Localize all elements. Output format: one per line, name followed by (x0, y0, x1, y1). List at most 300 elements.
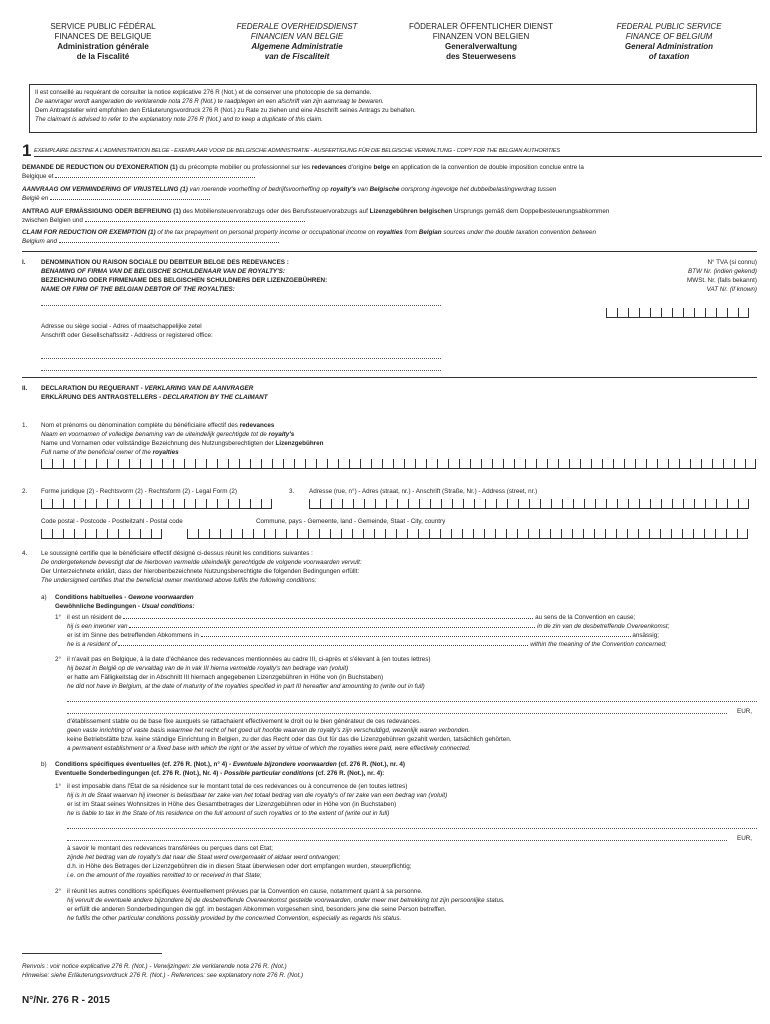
copy-text: EXEMPLAIRE DESTINE A L'ADMINISTRATION BELGE - EXEMPLAAR VOOR DE BELGISCHE ADMINISTRATIE - AUSFERTIGUNG FÜR DIE BELGISCHE VERWALTUNG - COPY FOR THE BELGIAN AUTHORITIES (34, 148, 561, 154)
char-box[interactable] (228, 459, 239, 469)
item1-fr-b: redevances (239, 422, 275, 429)
char-box[interactable] (242, 529, 253, 539)
header-en-line4: of taxation (648, 52, 690, 61)
char-box[interactable] (693, 529, 704, 539)
char-box[interactable] (96, 499, 107, 509)
char-box[interactable] (151, 499, 162, 509)
char-box[interactable] (628, 308, 639, 318)
residence-field-nl[interactable] (129, 623, 535, 628)
char-box[interactable] (360, 459, 371, 469)
char-box[interactable] (694, 308, 705, 318)
char-box[interactable] (517, 529, 528, 539)
header-nl (212, 22, 382, 62)
char-box[interactable] (661, 499, 672, 509)
char-box[interactable] (547, 459, 558, 469)
char-box[interactable] (712, 459, 723, 469)
char-box[interactable] (85, 459, 96, 469)
section1-nl: BENAMING OF FIRMA VAN DE BELGISCHE SCHULDENAAR VAN DE ROYALTY'S: (41, 268, 285, 276)
char-box[interactable] (173, 499, 184, 509)
char-box[interactable] (715, 529, 726, 539)
char-box[interactable] (583, 529, 594, 539)
char-box[interactable] (275, 529, 286, 539)
char-box[interactable] (734, 459, 745, 469)
char-box[interactable] (668, 459, 679, 469)
item1-labels (41, 421, 323, 458)
char-box[interactable] (374, 529, 385, 539)
char-box[interactable] (639, 499, 650, 509)
title-de (22, 207, 756, 225)
char-box[interactable] (452, 499, 463, 509)
char-box[interactable] (206, 499, 217, 509)
char-box[interactable] (638, 529, 649, 539)
char-box[interactable] (140, 499, 151, 509)
title-nl-e: Belgische (369, 186, 400, 193)
char-box[interactable] (187, 529, 198, 539)
char-box[interactable] (286, 529, 297, 539)
taxable-amount-field-2[interactable] (67, 840, 727, 841)
title-de-d: Ursprungs gemäß dem Doppelbesteuerungsabkommen (452, 208, 610, 215)
char-box[interactable] (525, 459, 536, 469)
b1b-lines (67, 844, 757, 881)
char-box[interactable] (198, 529, 209, 539)
vat-en: VAT Nr. (if known) (706, 286, 757, 294)
char-box[interactable] (727, 499, 738, 509)
char-box[interactable] (738, 499, 749, 509)
char-box[interactable] (613, 459, 624, 469)
char-box[interactable] (595, 499, 606, 509)
char-box[interactable] (737, 529, 748, 539)
char-box[interactable] (353, 499, 364, 509)
char-box[interactable] (272, 459, 283, 469)
char-box[interactable] (404, 459, 415, 469)
char-box[interactable] (492, 459, 503, 469)
char-box[interactable] (558, 459, 569, 469)
a2-fr: il n'avait pas en Belgique, à la date d'échéance des redevances mentionnées au cadre III, ci-après et s'élevant à (en toutes lettres) (67, 656, 431, 663)
char-box[interactable] (386, 499, 397, 509)
country-field-de[interactable] (85, 217, 305, 222)
amount-words-field-1[interactable] (67, 701, 757, 702)
char-box[interactable] (309, 499, 320, 509)
char-box[interactable] (594, 529, 605, 539)
char-box[interactable] (364, 499, 375, 509)
eur-label-1: EUR, (737, 708, 753, 715)
b2-num: 2° (55, 888, 62, 895)
country-field-nl[interactable] (50, 195, 210, 200)
vat-de: MWSt. Nr. (falls bekannt) (687, 277, 757, 285)
title-nl-g: België en (22, 195, 49, 203)
char-box[interactable] (74, 529, 85, 539)
a1-fr: il est un résident de (67, 614, 122, 621)
char-box[interactable] (319, 529, 330, 539)
char-box[interactable] (118, 459, 129, 469)
b2-en: he fulfils the other particular conditions possibly provided by the concerned Convention, especially as regards his status. (67, 915, 402, 923)
char-box[interactable] (429, 529, 440, 539)
a2-lines (67, 655, 757, 692)
vat-number-boxes[interactable] (606, 308, 749, 318)
char-box[interactable] (341, 529, 352, 539)
char-box[interactable] (705, 308, 716, 318)
vat-nl: BTW Nr. (indien gekend) (687, 268, 757, 276)
header-fr-line4: de la Fiscalité (76, 52, 130, 61)
char-box[interactable] (297, 529, 308, 539)
char-box[interactable] (727, 308, 738, 318)
char-box[interactable] (572, 529, 583, 539)
char-box[interactable] (672, 308, 683, 318)
char-box[interactable] (430, 499, 441, 509)
residence-field-en[interactable] (118, 641, 528, 646)
a1-en-end: within the meaning of the Convention concerned; (530, 641, 667, 649)
char-box[interactable] (650, 499, 661, 509)
char-box[interactable] (250, 499, 261, 509)
char-box[interactable] (173, 459, 184, 469)
char-box[interactable] (385, 529, 396, 539)
char-box[interactable] (52, 499, 63, 509)
char-box[interactable] (671, 529, 682, 539)
a2-en: he did not have in Belgium, at the date of maturity of the royalties specified in part III hereafter and amounting to (write out in full) (67, 683, 425, 691)
char-box[interactable] (41, 499, 52, 509)
char-box[interactable] (129, 459, 140, 469)
section1-fr: DENOMINATION OU RAISON SOCIALE DU DEBITEUR BELGE DES REDEVANCES : (41, 259, 289, 266)
notice-en: The claimant is advised to refer to the explanatory note 276 R (Not.) and to keep a duplicate of this claim. (35, 115, 323, 123)
char-box[interactable] (463, 499, 474, 509)
residence-field-de[interactable] (201, 632, 631, 637)
section1-en: NAME OR FIRM OF THE BELGIAN DEBTOR OF THE ROYALTIES: (41, 286, 235, 294)
char-box[interactable] (562, 499, 573, 509)
char-box[interactable] (701, 459, 712, 469)
copy-banner (22, 142, 762, 158)
a1-de-end: ansässig; (632, 632, 659, 640)
residence-field-fr[interactable] (123, 614, 533, 619)
char-box[interactable] (85, 499, 96, 509)
char-box[interactable] (561, 529, 572, 539)
b1b-en: i.e. on the amount of the royalties remitted to or received in that State; (67, 872, 262, 880)
char-box[interactable] (342, 499, 353, 509)
char-box[interactable] (184, 459, 195, 469)
char-box[interactable] (331, 499, 342, 509)
char-box[interactable] (649, 529, 660, 539)
char-box[interactable] (209, 529, 220, 539)
char-box[interactable] (606, 308, 617, 318)
char-box[interactable] (239, 499, 250, 509)
char-box[interactable] (705, 499, 716, 509)
char-box[interactable] (617, 499, 628, 509)
char-box[interactable] (528, 529, 539, 539)
title-fr-c: redevances (311, 164, 347, 171)
city-country-boxes[interactable] (187, 529, 748, 539)
char-box[interactable] (602, 459, 613, 469)
char-box[interactable] (591, 459, 602, 469)
item4-body (41, 549, 757, 586)
title-de-a: ANTRAG AUF ERMÄSSIGUNG ODER BEFREIUNG (1) (22, 208, 181, 215)
char-box[interactable] (63, 529, 74, 539)
section2-l1b: VERKLARING VAN DE AANVRAGER (144, 385, 254, 392)
char-box[interactable] (484, 529, 495, 539)
char-box[interactable] (396, 529, 407, 539)
legal-form-boxes[interactable] (41, 499, 272, 509)
header-fr-line3: Administration générale (57, 42, 149, 51)
char-box[interactable] (107, 499, 118, 509)
address-street-label: Adresse (rue, n°) - Adres (straat, nr.) - Anschrift (Straße, Nr.) - Address (street, nr.) (309, 488, 538, 495)
char-box[interactable] (694, 499, 705, 509)
char-box[interactable] (635, 459, 646, 469)
address-de: Anschrift oder Gesellschaftssitz - Address or registered office: (41, 332, 213, 340)
char-box[interactable] (745, 459, 756, 469)
legal-form-label: Forme juridique (2) - Rechtsvorm (2) - Rechtsform (2) - Legal Form (2) (41, 488, 237, 495)
char-box[interactable] (63, 499, 74, 509)
char-box[interactable] (184, 499, 195, 509)
address-fr: Adresse ou siège social - Adres of maatschappelijke zetel (41, 323, 202, 330)
char-box[interactable] (195, 459, 206, 469)
char-box[interactable] (63, 459, 74, 469)
char-box[interactable] (716, 499, 727, 509)
char-box[interactable] (605, 529, 616, 539)
char-box[interactable] (580, 459, 591, 469)
char-box[interactable] (261, 499, 272, 509)
char-box[interactable] (495, 529, 506, 539)
char-box[interactable] (96, 529, 107, 539)
char-box[interactable] (140, 529, 151, 539)
char-box[interactable] (723, 459, 734, 469)
char-box[interactable] (462, 529, 473, 539)
char-box[interactable] (627, 529, 638, 539)
char-box[interactable] (415, 459, 426, 469)
char-box[interactable] (451, 529, 462, 539)
char-box[interactable] (261, 459, 272, 469)
char-box[interactable] (682, 529, 693, 539)
char-box[interactable] (41, 529, 52, 539)
char-box[interactable] (118, 529, 129, 539)
b2-de: er erfüllt die anderen Sonderbedingungen die ggf. im bestagen Abkommen vorgesehen sind, besonders jene die seine Person betreffen. (67, 906, 447, 914)
char-box[interactable] (228, 499, 239, 509)
char-box[interactable] (305, 459, 316, 469)
char-box[interactable] (661, 308, 672, 318)
char-box[interactable] (657, 459, 668, 469)
char-box[interactable] (529, 499, 540, 509)
char-box[interactable] (349, 459, 360, 469)
char-box[interactable] (74, 459, 85, 469)
char-box[interactable] (726, 529, 737, 539)
address-field-1[interactable] (41, 358, 441, 359)
char-box[interactable] (107, 529, 118, 539)
char-box[interactable] (239, 459, 250, 469)
char-box[interactable] (217, 459, 228, 469)
char-box[interactable] (672, 499, 683, 509)
notice-box (29, 84, 757, 133)
char-box[interactable] (573, 499, 584, 509)
postal-code-boxes[interactable] (41, 529, 162, 539)
char-box[interactable] (382, 459, 393, 469)
char-box[interactable] (473, 529, 484, 539)
char-box[interactable] (264, 529, 275, 539)
char-box[interactable] (308, 529, 319, 539)
char-box[interactable] (569, 459, 580, 469)
form-number: N°/Nr. 276 R - 2015 (22, 995, 110, 1006)
country-field-en[interactable] (59, 238, 279, 243)
char-box[interactable] (628, 499, 639, 509)
char-box[interactable] (151, 529, 162, 539)
notice-fr: Il est conseillé au requérant de consulter la notice explicative 276 R (Not.) et de conserver une photocopie de sa demande. (35, 89, 372, 96)
char-box[interactable] (418, 529, 429, 539)
debtor-name-field[interactable] (41, 305, 441, 306)
taxable-amount-field-1[interactable] (67, 828, 757, 829)
char-box[interactable] (506, 529, 517, 539)
char-box[interactable] (375, 499, 386, 509)
item1-nl-a: Naam en voornamen of volledige benaming van de uiteindelijk gerechtigde tot de (41, 431, 269, 439)
char-box[interactable] (250, 459, 261, 469)
b2-fr: il réunit les autres conditions spécifiques éventuellement prévues par la Convention en cause, notamment quant à sa personne. (67, 888, 423, 895)
a1-num: 1° (55, 614, 62, 621)
char-box[interactable] (393, 459, 404, 469)
char-box[interactable] (206, 459, 217, 469)
item1-nl-b: royalty's (268, 431, 295, 439)
char-box[interactable] (397, 499, 408, 509)
item4-en: The undersigned certifies that the beneficial owner mentioned above fulfils the following conditions: (41, 577, 317, 585)
title-fr-a: DEMANDE DE REDUCTION OU D'EXONERATION (1) (22, 164, 178, 171)
cond-b-fr-c: (cf. 276 R. (Not.), nr. 4) (336, 761, 405, 768)
char-box[interactable] (338, 459, 349, 469)
char-box[interactable] (408, 499, 419, 509)
section2-num: II. (22, 385, 28, 392)
title-fr-d: d'origine (346, 164, 374, 171)
char-box[interactable] (41, 459, 52, 469)
char-box[interactable] (551, 499, 562, 509)
char-box[interactable] (96, 459, 107, 469)
char-box[interactable] (539, 529, 550, 539)
char-box[interactable] (140, 459, 151, 469)
header-nl-line2: FINANCIEN VAN BELGIE (250, 32, 344, 41)
char-box[interactable] (85, 529, 96, 539)
char-box[interactable] (52, 529, 63, 539)
title-nl-f: oorsprong ingevolge het dubbelbelastingverdrag tussen (399, 186, 557, 193)
char-box[interactable] (660, 529, 671, 539)
header-de-line1: FÖDERALER ÖFFENTLICHER DIENST (408, 22, 553, 31)
char-box[interactable] (459, 459, 470, 469)
char-box[interactable] (624, 459, 635, 469)
char-box[interactable] (716, 308, 727, 318)
char-box[interactable] (407, 529, 418, 539)
char-box[interactable] (316, 459, 327, 469)
item1-de-a: Name und Vornamen oder vollständige Bezeichnung des Nutzungsberechtigten der (41, 440, 276, 448)
char-box[interactable] (283, 459, 294, 469)
char-box[interactable] (426, 459, 437, 469)
char-box[interactable] (253, 529, 264, 539)
char-box[interactable] (231, 529, 242, 539)
char-box[interactable] (363, 529, 374, 539)
char-box[interactable] (448, 459, 459, 469)
char-box[interactable] (162, 499, 173, 509)
char-box[interactable] (507, 499, 518, 509)
char-box[interactable] (683, 499, 694, 509)
char-box[interactable] (440, 529, 451, 539)
country-field-fr[interactable] (55, 173, 255, 178)
char-box[interactable] (738, 308, 749, 318)
char-box[interactable] (162, 459, 173, 469)
char-box[interactable] (474, 499, 485, 509)
a1-en: he is a resident of (67, 641, 117, 649)
char-box[interactable] (690, 459, 701, 469)
notice-nl: De aanvrager wordt aangeraden de verklarende nota 276 R (Not.) te raadplegen en een afschrift van zijn aanvraag te bewaren. (35, 97, 384, 105)
char-box[interactable] (606, 499, 617, 509)
char-box[interactable] (220, 529, 231, 539)
divider-1 (22, 251, 757, 252)
section2-l2a: ERKLÄRUNG DES ANTRAGSTELLERS - (41, 394, 163, 402)
char-box[interactable] (496, 499, 507, 509)
char-box[interactable] (650, 308, 661, 318)
char-box[interactable] (503, 459, 514, 469)
char-box[interactable] (617, 308, 628, 318)
char-box[interactable] (151, 459, 162, 469)
char-box[interactable] (514, 459, 525, 469)
copy-rule (34, 156, 762, 157)
section2-l2b: DECLARATION BY THE CLAIMANT (162, 394, 268, 402)
header-fr-line2: FINANCES DE BELGIQUE (54, 32, 152, 41)
char-box[interactable] (485, 499, 496, 509)
section2-l1a: DECLARATION DU REQUERANT - (41, 385, 145, 392)
title-fr-g: Belgique et (22, 173, 54, 181)
char-box[interactable] (646, 459, 657, 469)
char-box[interactable] (639, 308, 650, 318)
char-box[interactable] (352, 529, 363, 539)
street-boxes[interactable] (309, 499, 749, 509)
header (0, 22, 770, 72)
char-box[interactable] (217, 499, 228, 509)
char-box[interactable] (129, 499, 140, 509)
char-box[interactable] (550, 529, 561, 539)
title-nl-b: van roerende voorheffing of bedrijfsvoorheffing op (187, 186, 331, 193)
char-box[interactable] (371, 459, 382, 469)
b2-lines (67, 887, 757, 924)
char-box[interactable] (481, 459, 492, 469)
char-box[interactable] (518, 499, 529, 509)
char-box[interactable] (584, 499, 595, 509)
b1b-de: d.h. in Höhe des Betrages der Lizenzgebühren die in diesen Staat überwiesen oder dort empfangen wurden, steuerpflichtig; (67, 863, 412, 871)
char-box[interactable] (129, 529, 140, 539)
beneficiary-name-boxes[interactable] (41, 459, 756, 469)
char-box[interactable] (437, 459, 448, 469)
char-box[interactable] (330, 529, 341, 539)
title-en-d: from (402, 229, 419, 236)
item4-de: Der Unterzeichnete erklärt, dass der hierobenbezeichnete Nutzungsberechtigte die folgenden Bedingungen erfüllt: (41, 568, 360, 576)
char-box[interactable] (683, 308, 694, 318)
b1b-nl: zijnde het bedrag van de royalty's dat naar die Staat werd overgemaakt of aldaar werd ontvangen; (67, 854, 341, 862)
char-box[interactable] (536, 459, 547, 469)
char-box[interactable] (327, 459, 338, 469)
char-box[interactable] (419, 499, 430, 509)
b1-lines (67, 782, 757, 819)
char-box[interactable] (320, 499, 331, 509)
char-box[interactable] (195, 499, 206, 509)
char-box[interactable] (294, 459, 305, 469)
char-box[interactable] (470, 459, 481, 469)
char-box[interactable] (704, 529, 715, 539)
cond-b-fr-a: Conditions spécifiques éventuelles (cf. 276 R. (Not.), n° 4) - (55, 761, 233, 768)
address-field-2[interactable] (41, 370, 441, 371)
char-box[interactable] (74, 499, 85, 509)
a2b-en: a permanent establishment or a fixed base with which the right or the asset by virtue of which the royalties were paid, were effectively connected. (67, 745, 471, 753)
amount-words-field-2[interactable] (67, 713, 727, 714)
char-box[interactable] (107, 459, 118, 469)
char-box[interactable] (118, 499, 129, 509)
header-de (396, 22, 566, 62)
a1-nl: hij is een inwoner van (67, 623, 128, 631)
cond-b-titles (55, 760, 405, 778)
char-box[interactable] (441, 499, 452, 509)
char-box[interactable] (52, 459, 63, 469)
char-box[interactable] (616, 529, 627, 539)
char-box[interactable] (540, 499, 551, 509)
char-box[interactable] (679, 459, 690, 469)
b1b-fr: à savoir le montant des redevances transférées ou perçues dans cet Etat; (67, 845, 273, 852)
